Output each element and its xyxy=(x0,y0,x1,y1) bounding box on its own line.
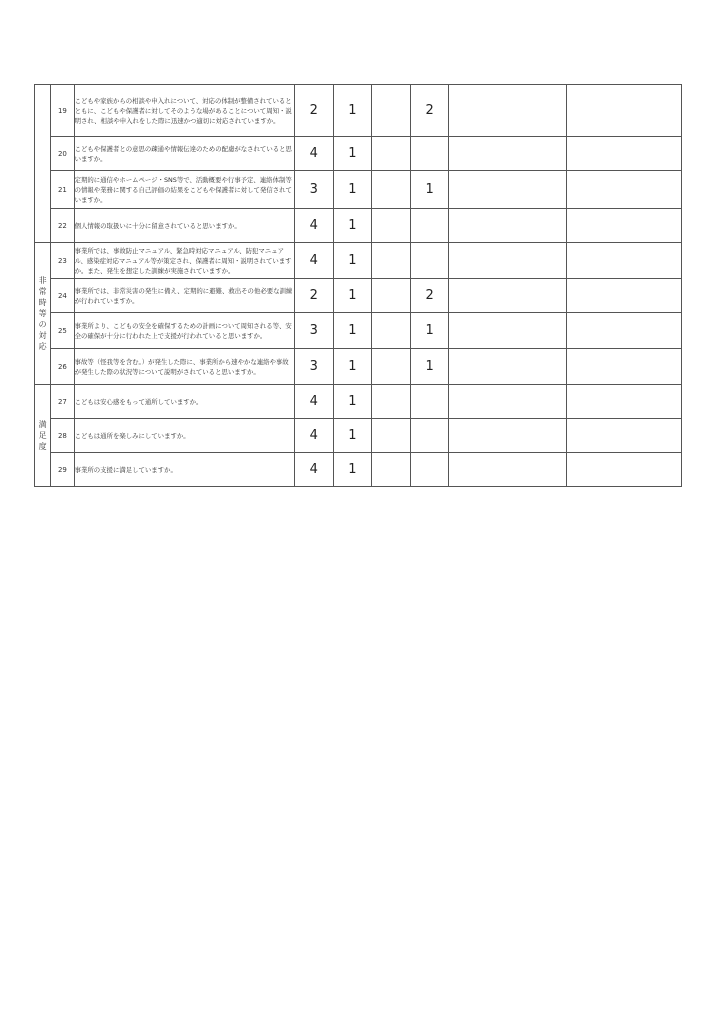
table-row xyxy=(35,313,682,349)
answer-count-1: 2 xyxy=(295,279,334,313)
table-row xyxy=(35,209,682,243)
question-text: 事故等（怪我等を含む。）が発生した際に、事業所から速やかな連絡や事故が発生した際の状況等について説明がされていると思いますか。 xyxy=(74,349,294,385)
answer-count-3 xyxy=(372,85,411,137)
answer-count-4 xyxy=(410,243,449,279)
comment-cell xyxy=(449,419,567,453)
table-row xyxy=(35,349,682,385)
answer-count-2: 1 xyxy=(333,419,372,453)
question-number: 28 xyxy=(51,419,74,453)
response-cell xyxy=(567,85,682,137)
response-cell xyxy=(567,209,682,243)
answer-count-3 xyxy=(372,279,411,313)
answer-count-2: 1 xyxy=(333,385,372,419)
section-label xyxy=(35,385,51,487)
answer-count-4: 1 xyxy=(410,171,449,209)
answer-count-2: 1 xyxy=(333,85,372,137)
answer-count-2: 1 xyxy=(333,453,372,487)
question-number: 22 xyxy=(51,209,74,243)
question-text: こどもは安心感をもって通所していますか。 xyxy=(74,385,294,419)
answer-count-1: 4 xyxy=(295,453,334,487)
question-text: こどもや家族からの相談や申入れについて、対応の体制が整備されているとともに、こどもや保護者に対してそのような場があることについて周知・説明され、相談や申入れをした際に迅速かつ適切に対応されていますか。 xyxy=(74,85,294,137)
table-row xyxy=(35,385,682,419)
answer-count-1: 2 xyxy=(295,85,334,137)
answer-count-4 xyxy=(410,209,449,243)
survey-table-body xyxy=(35,85,682,487)
answer-count-4: 2 xyxy=(410,85,449,137)
question-number: 19 xyxy=(51,85,74,137)
answer-count-4 xyxy=(410,385,449,419)
section-label-text: 非常時等の対応 xyxy=(38,276,47,351)
table-row xyxy=(35,171,682,209)
table-row xyxy=(35,453,682,487)
response-cell xyxy=(567,137,682,171)
answer-count-1: 4 xyxy=(295,385,334,419)
answer-count-1: 4 xyxy=(295,243,334,279)
question-text: こどもや保護者との意思の疎通や情報伝達のための配慮がなされていると思いますか。 xyxy=(74,137,294,171)
comment-cell xyxy=(449,137,567,171)
response-cell xyxy=(567,243,682,279)
answer-count-4: 1 xyxy=(410,349,449,385)
answer-count-3 xyxy=(372,349,411,385)
question-number: 24 xyxy=(51,279,74,313)
answer-count-3 xyxy=(372,137,411,171)
comment-cell xyxy=(449,243,567,279)
response-cell xyxy=(567,419,682,453)
answer-count-2: 1 xyxy=(333,313,372,349)
answer-count-3 xyxy=(372,385,411,419)
question-text: 事業所の支援に満足していますか。 xyxy=(74,453,294,487)
answer-count-1: 4 xyxy=(295,209,334,243)
answer-count-1: 3 xyxy=(295,171,334,209)
survey-table xyxy=(34,84,682,487)
answer-count-1: 3 xyxy=(295,313,334,349)
comment-cell xyxy=(449,313,567,349)
answer-count-2: 1 xyxy=(333,349,372,385)
response-cell xyxy=(567,349,682,385)
question-number: 25 xyxy=(51,313,74,349)
comment-cell xyxy=(449,453,567,487)
response-cell xyxy=(567,453,682,487)
answer-count-3 xyxy=(372,243,411,279)
comment-cell xyxy=(449,349,567,385)
question-text: 個人情報の取扱いに十分に留意されていると思いますか。 xyxy=(74,209,294,243)
response-cell xyxy=(567,171,682,209)
survey-sheet xyxy=(34,84,682,487)
question-text: 事業所では、非常災害の発生に備え、定期的に避難、救出その他必要な訓練が行われていますか。 xyxy=(74,279,294,313)
table-row xyxy=(35,243,682,279)
question-number: 26 xyxy=(51,349,74,385)
question-number: 23 xyxy=(51,243,74,279)
question-number: 29 xyxy=(51,453,74,487)
comment-cell xyxy=(449,279,567,313)
answer-count-3 xyxy=(372,171,411,209)
table-row xyxy=(35,419,682,453)
answer-count-4 xyxy=(410,419,449,453)
answer-count-2: 1 xyxy=(333,279,372,313)
table-row xyxy=(35,85,682,137)
question-number: 27 xyxy=(51,385,74,419)
comment-cell xyxy=(449,85,567,137)
section-label xyxy=(35,243,51,385)
comment-cell xyxy=(449,209,567,243)
section-label xyxy=(35,85,51,243)
answer-count-2: 1 xyxy=(333,243,372,279)
answer-count-3 xyxy=(372,419,411,453)
answer-count-1: 4 xyxy=(295,419,334,453)
answer-count-4 xyxy=(410,137,449,171)
answer-count-3 xyxy=(372,313,411,349)
answer-count-4 xyxy=(410,453,449,487)
answer-count-2: 1 xyxy=(333,209,372,243)
question-number: 20 xyxy=(51,137,74,171)
answer-count-2: 1 xyxy=(333,137,372,171)
answer-count-1: 3 xyxy=(295,349,334,385)
answer-count-2: 1 xyxy=(333,171,372,209)
answer-count-4: 1 xyxy=(410,313,449,349)
question-text: 事業所では、事故防止マニュアル、緊急時対応マニュアル、防犯マニュアル、感染症対応マニュアル等が策定され、保護者に周知・説明されていますか。また、発生を想定した訓練が実施されていますか。 xyxy=(74,243,294,279)
response-cell xyxy=(567,313,682,349)
question-number: 21 xyxy=(51,171,74,209)
response-cell xyxy=(567,279,682,313)
table-row xyxy=(35,137,682,171)
question-text: 事業所より、こどもの安全を確保するための計画について周知される等、安全の確保が十分に行われた上で支援が行われていると思いますか。 xyxy=(74,313,294,349)
section-label-text: 満足度 xyxy=(38,420,47,451)
answer-count-4: 2 xyxy=(410,279,449,313)
answer-count-1: 4 xyxy=(295,137,334,171)
table-row xyxy=(35,279,682,313)
response-cell xyxy=(567,385,682,419)
answer-count-3 xyxy=(372,453,411,487)
question-text: こどもは通所を楽しみにしていますか。 xyxy=(74,419,294,453)
answer-count-3 xyxy=(372,209,411,243)
comment-cell xyxy=(449,171,567,209)
comment-cell xyxy=(449,385,567,419)
question-text: 定期的に通信やホームページ・SNS等で、活動概要や行事予定、連絡体制等の情報や業務に関する自己評価の結果をこどもや保護者に対して発信されていますか。 xyxy=(74,171,294,209)
